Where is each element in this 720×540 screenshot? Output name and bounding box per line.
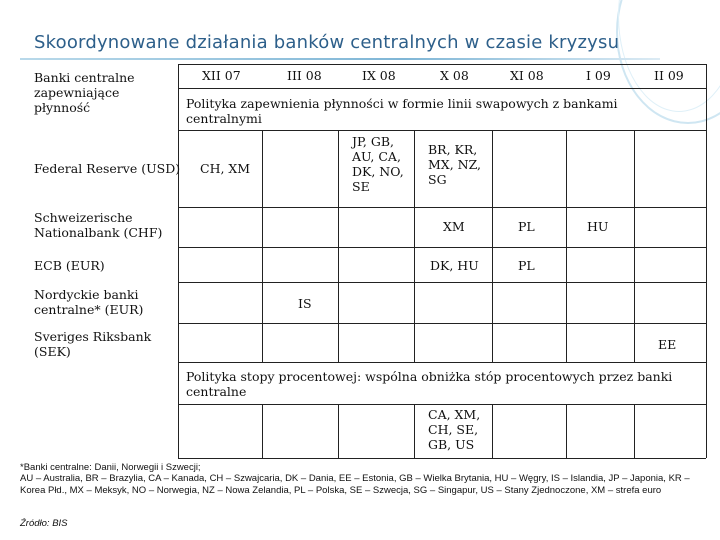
snb-jan09-cell: HU [587, 219, 609, 234]
column-header-nov08: XI 08 [510, 68, 544, 83]
country-code-legend: AU – Australia, BR – Brazylia, CA – Kanada, CH – Szwajcaria, DK – Dania, EE – Estonia, GB – Wielka Brytania, HU – Węgry, IS – Islandia, JP – Japonia, KR – Korea Płd., MX – Meksyk, NO – Norwegia, NZ – Nowa Zelandia, PL – Polska, SE – Szwecja, SG – Singapur, US – Stany Zjednoczone, XM – strefa euro [20, 473, 690, 496]
fed-sep08-cell: JP, GB, AU, CA, DK, NO, SE [352, 134, 404, 194]
footnote: *Banki centralne: Danii, Norwegii i Szwecji; [20, 462, 201, 473]
row-label-ecb: ECB (EUR) [34, 258, 105, 273]
ecb-nov08-cell: PL [518, 258, 535, 273]
row-header-label: Banki centralne zapewniające płynność [34, 70, 135, 115]
nordic-mar08-cell: IS [298, 296, 312, 311]
column-header-jan09: I 09 [586, 68, 611, 83]
liquidity-policy-heading: Polityka zapewnienia płynności w formie linii swapowych z bankami centralnymi [186, 96, 618, 126]
riksbank-feb09-cell: EE [658, 337, 677, 352]
rate-oct08-cell: CA, XM, CH, SE, GB, US [428, 407, 481, 452]
row-label-snb: Schweizerische Nationalbank (CHF) [34, 210, 163, 240]
snb-oct08-cell: XM [443, 219, 465, 234]
column-header-feb09: II 09 [654, 68, 684, 83]
row-label-nordic: Nordyckie banki centralne* (EUR) [34, 287, 144, 317]
source-note: Źródło: BIS [20, 518, 68, 529]
column-header-dec07: XII 07 [202, 68, 241, 83]
row-label-riksbank: Sveriges Riksbank (SEK) [34, 329, 152, 359]
title-underline [20, 58, 660, 60]
row-label-fed: Federal Reserve (USD) [34, 161, 181, 176]
column-header-mar08: III 08 [287, 68, 322, 83]
slide-title: Skoordynowane działania banków centralnych w czasie kryzysu [34, 32, 620, 53]
column-header-sep08: IX 08 [362, 68, 396, 83]
snb-nov08-cell: PL [518, 219, 535, 234]
fed-dec07-cell: CH, XM [200, 161, 251, 176]
rate-policy-heading: Polityka stopy procentowej: wspólna obniżka stóp procentowych przez banki centralne [186, 369, 673, 399]
column-header-oct08: X 08 [440, 68, 469, 83]
ecb-oct08-cell: DK, HU [430, 258, 479, 273]
fed-oct08-cell: BR, KR, MX, NZ, SG [428, 142, 482, 187]
